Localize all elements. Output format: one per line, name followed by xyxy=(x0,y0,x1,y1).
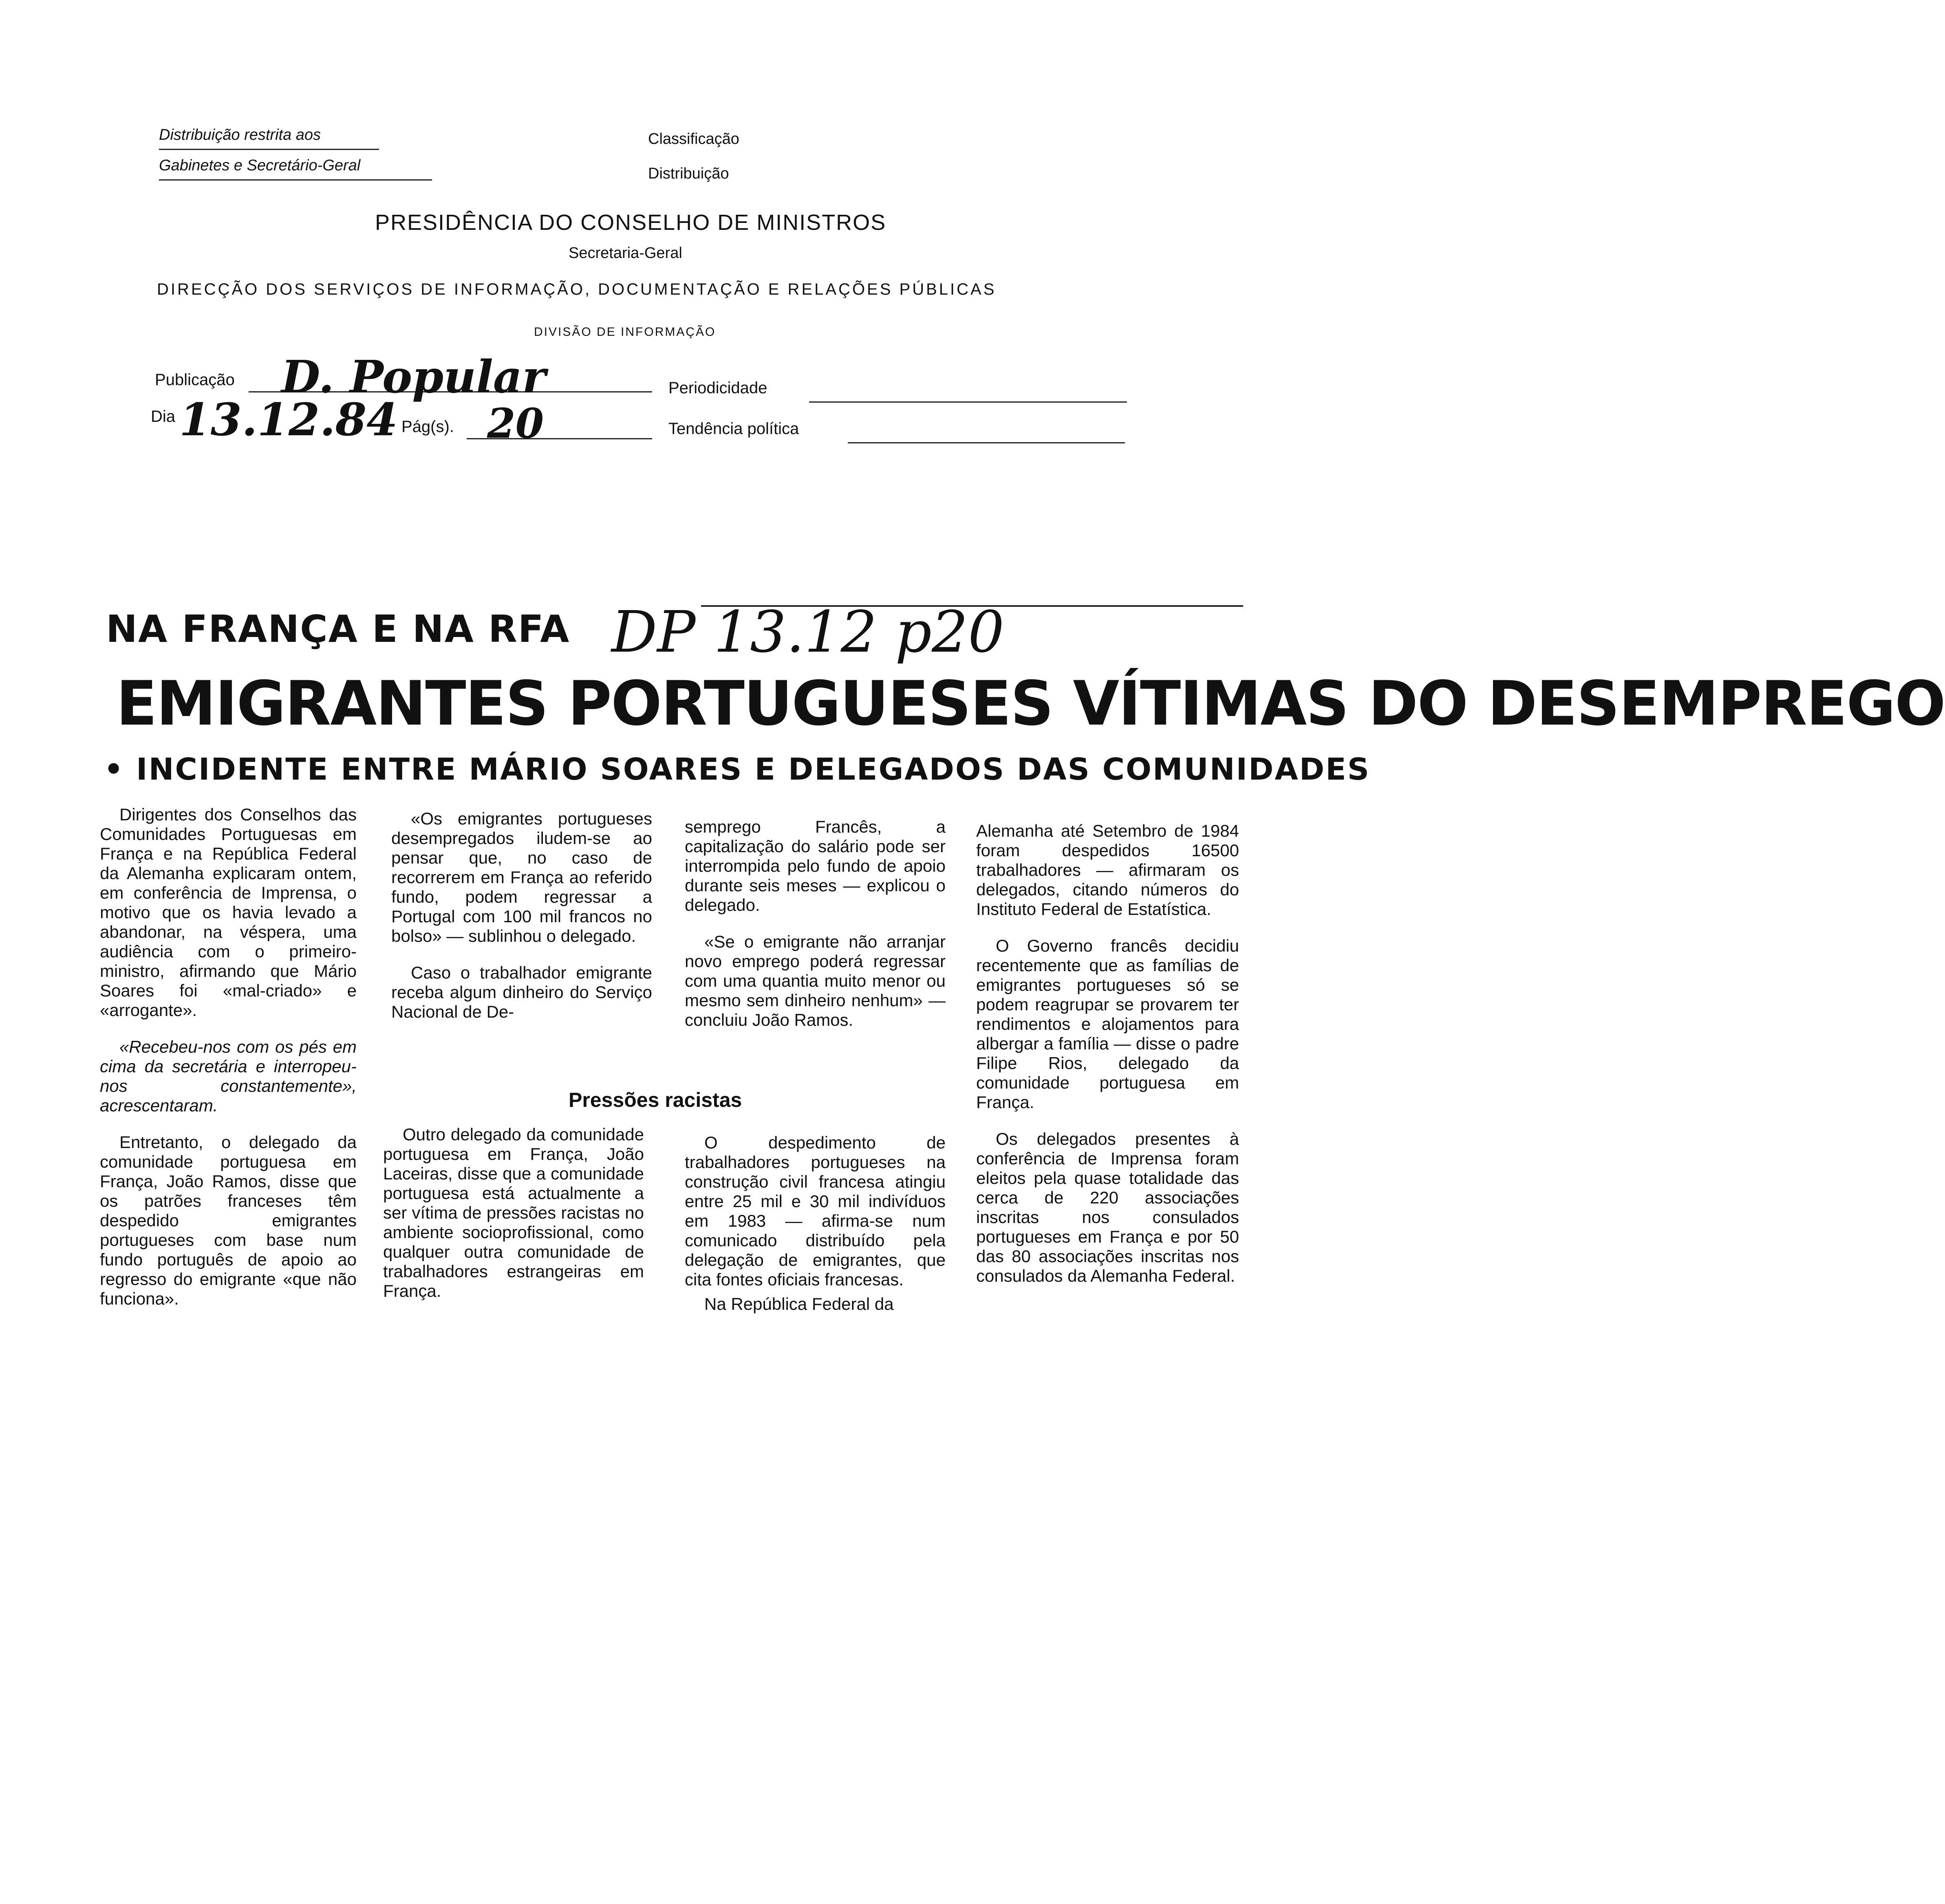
paragraph: «Os emigrantes portugueses desempregados iludem-se ao pensar que, no caso de recorrerem em França ao referido fundo, podem regressar a Portugal com 100 mil francos no bolso» — sublinhou o delegado. xyxy=(391,809,652,945)
article-subhead: • INCIDENTE ENTRE MÁRIO SOARES E DELEGADOS DAS COMUNIDADES xyxy=(104,752,1371,787)
org-title: PRESIDÊNCIA DO CONSELHO DE MINISTROS xyxy=(375,210,886,235)
publication-handwritten-value: D. Popular xyxy=(281,350,546,403)
periodicity-field-line xyxy=(809,401,1127,403)
distribution-note-underline-2 xyxy=(159,179,432,181)
day-handwritten-value: 13.12.84 xyxy=(179,393,398,446)
article-kicker: NA FRANÇA E NA RFA xyxy=(106,607,570,651)
classification-label: Classificação xyxy=(648,130,739,148)
article-headline: EMIGRANTES PORTUGUESES VÍTIMAS DO DESEMPREGO xyxy=(116,668,1945,739)
distribution-note-underline-1 xyxy=(159,149,379,150)
tendency-label: Tendência política xyxy=(668,420,799,438)
paragraph: Na República Federal da xyxy=(704,1294,894,1313)
distribution-note-1: Distribuição restrita aos xyxy=(159,126,321,143)
paragraph: «Se o emigrante não arranjar novo emprego poderá regressar com uma quantia muito menor ou mesmo sem dinheiro nenhum» — concluiu João Ramos. xyxy=(685,932,946,1029)
article-column-1 xyxy=(100,805,357,1326)
org-sub: Secretaria-Geral xyxy=(569,245,682,262)
distribution-label: Distribuição xyxy=(648,165,729,182)
pages-handwritten-value: 20 xyxy=(487,399,544,447)
paragraph: Caso o trabalhador emigrante receba algum dinheiro do Serviço Nacional de De- xyxy=(391,963,652,1021)
handwritten-date-note: DP 13.12 p20 xyxy=(611,599,1005,666)
paragraph: Entretanto, o delegado da comunidade portuguesa em França, João Ramos, disse que os patrões franceses têm despedido emigrantes portugueses com base num fundo português de apoio ao regresso do emigrante «que não funciona». xyxy=(100,1133,357,1308)
direction-line: DIRECÇÃO DOS SERVIÇOS DE INFORMAÇÃO, DOCUMENTAÇÃO E RELAÇÕES PÚBLICAS xyxy=(157,280,997,298)
paragraph: Dirigentes dos Conselhos das Comunidades Portuguesas em França e na República Federal da Alemanha explicaram ontem, em conferência de Imprensa, o motivo que os havia levado a abandonar, na véspera, uma audiência com o primeiro-ministro, afirmando que Mário Soares foi «mal-criado» e «arrogante». xyxy=(100,805,357,1020)
paragraph: Outro delegado da comunidade portuguesa em França, João Laceiras, disse que a comunidade portuguesa está actualmente a ser vítima de pressões racistas no ambiente socioprofissional, como qualquer outra comunidade de trabalhadores estrangeiras em França. xyxy=(383,1125,644,1300)
paragraph: «Recebeu-nos com os pés em cima da secretária e interropeu-nos constantemente», acrescentaram. xyxy=(100,1037,357,1115)
paragraph: Alemanha até Setembro de 1984 foram despedidos 16500 trabalhadores — afirmaram os delegados, citando números do Instituto Federal de Estatística. xyxy=(976,821,1239,919)
day-label: Dia xyxy=(151,408,176,425)
pages-label: Pág(s). xyxy=(401,418,454,436)
distribution-note-2: Gabinetes e Secretário-Geral xyxy=(159,157,361,174)
article-column-4 xyxy=(976,821,1239,1303)
article-column-3 xyxy=(685,817,946,1047)
section-heading: Pressões racistas xyxy=(569,1089,742,1111)
paragraph: semprego Francês, a capitalização do salário pode ser interrompida pelo fundo de apoio durante seis meses — explicou o delegado. xyxy=(685,817,946,915)
article-column-2-lower xyxy=(383,1125,644,1318)
publication-label: Publicação xyxy=(155,371,235,389)
article-column-2 xyxy=(391,809,652,1039)
article-column-3-lower xyxy=(685,1133,946,1331)
periodicity-label: Periodicidade xyxy=(668,379,767,397)
paragraph: O Governo francês decidiu recentemente que as famílias de emigrantes portugueses só se podem reagrupar se provarem ter rendimentos e alojamentos para albergar a família — disse o padre Filipe Rios, delegado da comunidade portuguesa em França. xyxy=(976,936,1239,1112)
division-line: DIVISÃO DE INFORMAÇÃO xyxy=(534,325,716,339)
tendency-field-line xyxy=(848,442,1125,443)
paragraph: Os delegados presentes à conferência de Imprensa foram eleitos pela quase totalidade das cerca de 220 associações inscritas nos consulados portugueses em França e por 50 das 80 associações inscritas nos consulados da Alemanha Federal. xyxy=(976,1129,1239,1285)
paragraph: O despedimento de trabalhadores portugueses na construção civil francesa atingiu entre 25 mil e 30 mil indivíduos em 1983 — afirma-se num comunicado distribuído pela delegação de emigrantes, que cita fontes oficiais francesas. xyxy=(685,1133,946,1289)
